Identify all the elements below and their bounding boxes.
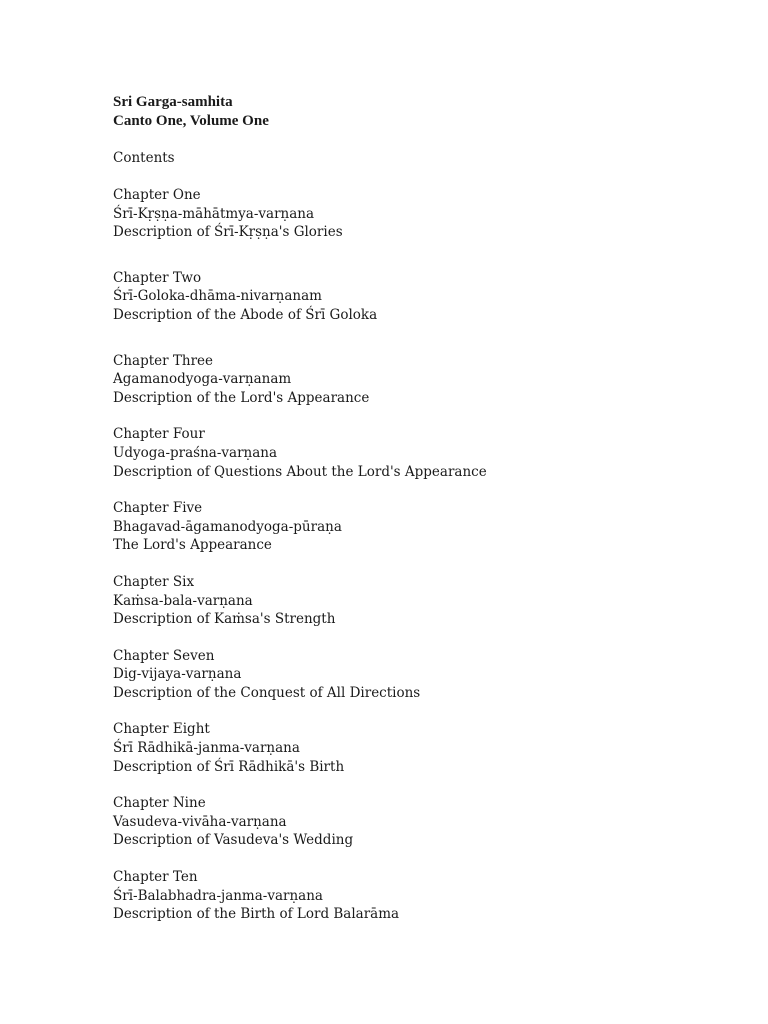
chapter-english-title: Description of Questions About the Lord's Appearance bbox=[113, 463, 487, 480]
contents-heading: Contents bbox=[113, 150, 175, 166]
chapter-sanskrit-title: Agamanodyoga-varṇanam bbox=[113, 371, 292, 388]
chapter-entry bbox=[113, 269, 713, 325]
chapter-english-title: Description of Kaṁsa's Strength bbox=[113, 611, 336, 628]
chapter-entry bbox=[113, 794, 713, 850]
chapter-english-title: Description of the Lord's Appearance bbox=[113, 389, 370, 406]
chapter-number: Chapter Six bbox=[113, 573, 195, 590]
chapter-sanskrit-title: Dig-vijaya-varṇana bbox=[113, 666, 242, 683]
chapter-entry bbox=[113, 647, 713, 703]
chapter-english-title: The Lord's Appearance bbox=[113, 537, 272, 554]
chapter-english-title: Description of the Conquest of All Directions bbox=[113, 684, 421, 701]
chapter-entry bbox=[113, 425, 713, 481]
chapter-sanskrit-title: Śrī-Kṛṣṇa-māhātmya-varṇana bbox=[113, 205, 315, 222]
chapter-entry bbox=[113, 720, 713, 776]
title-block bbox=[113, 93, 713, 131]
chapter-english-title: Description of Śrī Rādhikā's Birth bbox=[113, 758, 345, 775]
chapter-number: Chapter Three bbox=[113, 352, 214, 369]
document-title: Sri Garga-samhita bbox=[113, 94, 233, 110]
chapter-sanskrit-title: Śrī-Goloka-dhāma-nivarṇanam bbox=[113, 288, 322, 305]
chapter-sanskrit-title: Vasudeva-vivāha-varṇana bbox=[113, 813, 287, 830]
chapter-number: Chapter Eight bbox=[113, 721, 210, 738]
chapter-sanskrit-title: Śrī Rādhikā-janma-varṇana bbox=[113, 740, 300, 757]
chapter-english-title: Description of the Birth of Lord Balarāma bbox=[113, 906, 400, 923]
chapter-english-title: Description of the Abode of Śrī Goloka bbox=[113, 306, 378, 323]
chapter-entry bbox=[113, 868, 713, 924]
chapter-sanskrit-title: Udyoga-praśna-varṇana bbox=[113, 444, 278, 461]
chapter-entry bbox=[113, 186, 713, 242]
chapter-number: Chapter Ten bbox=[113, 869, 198, 886]
chapter-number: Chapter Nine bbox=[113, 795, 206, 812]
chapter-number: Chapter Four bbox=[113, 426, 205, 443]
chapter-number: Chapter Two bbox=[113, 269, 202, 286]
chapter-number: Chapter Five bbox=[113, 500, 203, 517]
chapter-sanskrit-title: Śrī-Balabhadra-janma-varṇana bbox=[113, 887, 323, 904]
chapter-english-title: Description of Śrī-Kṛṣṇa's Glories bbox=[113, 224, 343, 241]
chapter-english-title: Description of Vasudeva's Wedding bbox=[113, 832, 354, 849]
document-body bbox=[113, 93, 713, 924]
document-subtitle: Canto One, Volume One bbox=[113, 113, 269, 129]
chapter-sanskrit-title: Bhagavad-āgamanodyoga-pūraṇa bbox=[113, 518, 342, 535]
chapter-entry bbox=[113, 573, 713, 629]
chapter-sanskrit-title: Kaṁsa-bala-varṇana bbox=[113, 592, 253, 609]
chapter-number: Chapter One bbox=[113, 187, 201, 203]
chapter-entry bbox=[113, 352, 713, 408]
chapter-entry bbox=[113, 499, 713, 555]
chapter-number: Chapter Seven bbox=[113, 647, 215, 664]
